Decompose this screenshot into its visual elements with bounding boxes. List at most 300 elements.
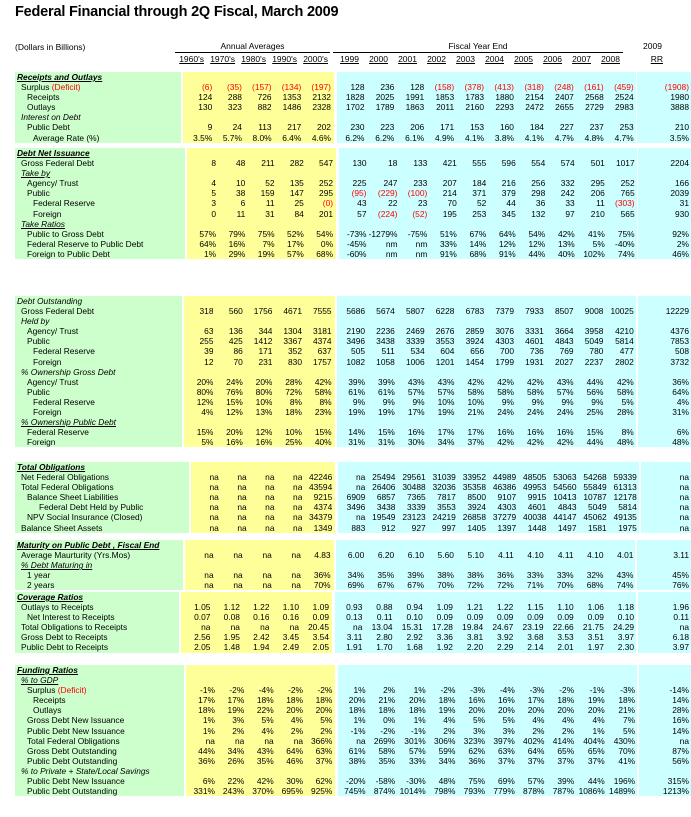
fiscal-cell [487,665,517,675]
fiscal-cell: 26406 [367,482,397,492]
fiscal-col-header: 2003 [456,54,475,64]
annual-cell: na [185,570,214,580]
fiscal-cell: 6.1% [396,133,426,143]
fiscal-cell [456,367,486,377]
annual-cell: na [247,492,275,502]
fiscal-cell: 1% [576,726,606,736]
fiscal-cell: -45% [339,239,369,249]
table-row [15,148,691,158]
fiscal-cell [546,367,576,377]
annual-cell: 0.16 [269,612,299,622]
fiscal-cell: (52) [399,209,429,219]
annual-cell: 366% [303,736,335,746]
fiscal-cell [486,112,516,122]
fiscal-cell [606,112,636,122]
fiscal-cell: 1% [338,715,368,725]
fiscal-cell: 1991 [396,92,426,102]
annual-cell: 202 [301,122,334,132]
annual-cell [213,316,242,326]
fiscal-cell: 1497 [548,523,578,533]
rr-cell: (1908) [637,82,691,92]
fiscal-cell: 927 [397,523,427,533]
fiscal-cell: 41% [577,229,607,239]
annual-cell: 11 [216,209,245,219]
row-label-text: Federal Reserve to Public Debt [27,238,144,249]
table-row [15,602,691,612]
annual-cell: 370% [244,786,273,796]
fiscal-cell [486,316,516,326]
fiscal-cell [605,540,635,550]
fiscal-cell: 57% [546,387,576,397]
fiscal-cell: 68% [459,249,488,259]
fiscal-cell: 227 [546,122,576,132]
fiscal-cell: 3664 [546,326,576,336]
fiscal-cell: 31039 [428,472,458,482]
fiscal-cell: 133 [399,158,429,168]
fiscal-cell: -2% [368,726,398,736]
fiscal-cell: 33% [397,756,427,766]
rr-year-header: 2009 [643,41,662,51]
fiscal-cell: 67% [459,229,488,239]
fiscal-cell [367,367,397,377]
rr-cell [639,766,691,776]
row-label-text: Take by [21,168,51,179]
fiscal-cell: 1.22 [485,602,515,612]
fiscal-cell [368,148,399,158]
fiscal-cell: 20% [457,705,487,715]
row-label [15,570,183,580]
annual-cell: 231 [243,357,273,367]
fiscal-cell: 2% [517,726,547,736]
fiscal-cell [397,665,427,675]
annual-cell [245,148,274,158]
fiscal-cell: 1489% [607,786,637,796]
fiscal-cell [364,592,394,602]
annual-cell: 3% [215,715,244,725]
annual-cell: 2.49 [269,642,299,652]
table-section [15,72,691,143]
row-label-text: Agency/ Trust [27,178,79,189]
fiscal-cell [547,148,576,158]
annual-cell: 17% [215,695,244,705]
fiscal-cell [399,148,429,158]
annual-cell: na [243,580,272,590]
fiscal-cell [339,148,369,158]
annual-cell: na [269,622,299,632]
fiscal-cell: 39% [396,570,426,580]
fiscal-cell: 19% [337,407,367,417]
fiscal-cell: 3076 [486,326,516,336]
row-label-text: Foreign to Public Debt [27,248,110,259]
annual-cell: 70% [301,580,334,590]
fiscal-cell: 42% [516,377,546,387]
annual-cell [213,367,242,377]
fiscal-cell [337,112,367,122]
annual-cell: 4671 [272,306,302,316]
annual-cell: 31 [245,209,274,219]
row-label [15,178,185,188]
table-row [15,122,691,132]
annual-cell [274,675,303,685]
annual-cell: 15% [302,427,335,437]
fiscal-cell [516,560,546,570]
fiscal-cell: 1% [397,715,427,725]
fiscal-cell [607,675,637,685]
fiscal-cell: 765 [607,188,637,198]
fiscal-cell: 1% [397,685,427,695]
annual-cell: 48 [216,158,245,168]
table-row [15,219,691,229]
fiscal-cell: 323% [457,736,487,746]
row-label-text: Receipts [33,695,66,706]
deficit-label: (Deficit) [51,82,81,93]
rr-cell: 92% [638,229,691,239]
fiscal-cell: 4601 [518,502,548,512]
fiscal-cell: 1799 [486,357,516,367]
table-row [15,92,691,102]
fiscal-cell [518,462,548,472]
rr-cell: 210 [637,122,691,132]
annual-cell: na [215,736,244,746]
table-row [15,675,691,685]
fiscal-cell: 10787 [579,492,609,502]
fiscal-cell: 61% [337,387,367,397]
rr-cell [638,417,691,427]
annual-cell: 62% [303,776,335,786]
fiscal-cell: 7365 [397,492,427,502]
fiscal-cell: 736 [516,346,546,356]
annual-cell [272,417,302,427]
fiscal-cell: 13.04 [364,622,394,632]
annual-cell: 18% [186,705,215,715]
table-row [15,462,691,472]
annual-cell [243,296,273,306]
row-label [15,612,179,622]
annual-cell [269,592,299,602]
row-label-text: Gross Federal Debt [21,158,95,169]
fiscal-cell: -40% [607,239,637,249]
annual-cell [215,766,244,776]
fiscal-cell: 49953 [518,482,548,492]
fiscal-cell: 18% [338,705,368,715]
annual-cell: -2% [274,685,303,695]
fiscal-cell [337,316,367,326]
fiscal-cell: 0.94 [395,602,425,612]
annual-cell: 36% [186,756,215,766]
annual-cell: na [185,580,214,590]
fiscal-cell: 4303 [488,502,518,512]
row-label-text: Balance Sheet Liabilities [27,492,119,503]
table-row [15,198,691,208]
table-row [15,523,691,533]
fiscal-cell: 20% [397,695,427,705]
annual-cell: na [181,622,211,632]
annual-cell: 6 [216,198,245,208]
fiscal-cell [396,540,426,550]
row-label-text: Debt Net Issuance [17,148,90,158]
fiscal-cell: 24219 [428,512,458,522]
fiscal-cell: 4.8% [576,133,606,143]
fiscal-cell: 5% [607,726,637,736]
fiscal-cell [517,665,547,675]
fiscal-cell: 2% [368,685,398,695]
fiscal-cell [576,417,606,427]
fiscal-cell [546,316,576,326]
fiscal-cell: 54268 [579,472,609,482]
fiscal-cell: (459) [606,82,636,92]
fiscal-cell: 3.36 [425,632,455,642]
table-row [15,72,691,82]
rr-cell: 12229 [638,306,691,316]
fiscal-cell: 12% [518,239,547,249]
fiscal-cell: 19.84 [455,622,485,632]
fiscal-cell: 14% [459,239,488,249]
row-label-text: Total Federal Obligations [21,482,114,493]
annual-cell: 57% [187,229,216,239]
fiscal-cell: -3% [607,685,637,695]
annual-cell: 1757 [302,357,335,367]
fiscal-cell: 1.15 [515,602,545,612]
fiscal-cell: 1863 [396,102,426,112]
table-row [15,632,691,642]
table-row [15,560,691,570]
rr-cell: 508 [638,346,691,356]
fiscal-cell: nm [399,249,429,259]
rr-cell: 2% [638,239,691,249]
table-row [15,570,691,580]
fiscal-cell [425,592,455,602]
fiscal-cell: 17% [427,427,457,437]
fiscal-cell [397,296,427,306]
fiscal-cell [576,560,606,570]
fiscal-cell: 2568 [576,92,606,102]
rr-cell [637,560,691,570]
row-label-text: Federal Debt Held by Public [39,502,144,513]
fiscal-cell: 2802 [605,357,635,367]
fiscal-cell: 501 [577,158,607,168]
fiscal-cell [429,219,458,229]
annual-cell: 34379 [302,512,335,522]
annual-cell [272,367,302,377]
rr-cell: 2039 [638,188,691,198]
fiscal-cell [339,168,369,178]
row-label [15,437,182,447]
rr-cell: na [641,512,691,522]
fiscal-cell [397,367,427,377]
annual-cell: 42246 [302,472,335,482]
fiscal-cell: 2.01 [546,642,576,652]
annual-cell: 18% [274,695,303,705]
fiscal-cell [397,675,427,685]
fiscal-cell: 28% [605,407,635,417]
deficit-label: (Deficit) [57,685,87,696]
table-row [15,367,691,377]
annual-cell: 13% [243,407,273,417]
annual-cell [216,219,245,229]
fiscal-cell: (229) [368,188,399,198]
fiscal-cell: 25% [576,407,606,417]
fiscal-cell [429,168,458,178]
fiscal-cell: 0.93 [335,602,365,612]
row-label [15,602,179,612]
fiscal-cell: (100) [399,188,429,198]
annual-cell: 7555 [302,306,335,316]
fiscal-cell [367,296,397,306]
fiscal-cell [576,367,606,377]
fiscal-cell [368,665,398,675]
annual-cell: -2% [303,685,335,695]
fiscal-cell: 8507 [546,306,576,316]
fiscal-cell: 18% [397,705,427,715]
fiscal-cell: 402% [517,736,547,746]
fiscal-cell: 6783 [456,306,486,316]
fiscal-cell [486,296,516,306]
row-label-text: Public Debt New Issuance [27,725,125,736]
table-row [15,715,691,725]
fiscal-cell [337,367,367,377]
fiscal-cell [487,675,517,685]
row-label [15,407,182,417]
rr-cell: 46% [638,249,691,259]
row-label-text: Foreign [27,437,56,448]
annual-cell: 23% [302,407,335,417]
row-label-text: Public Debt Outstanding [27,786,118,797]
annual-cell: 80% [184,387,213,397]
fiscal-cell: 24% [516,407,546,417]
fiscal-cell: 295 [577,178,607,188]
annual-cell: na [191,523,219,533]
row-label [15,560,183,570]
rr-col-header: RR [650,54,663,64]
table-row [15,612,691,622]
fiscal-cell: 2859 [456,326,486,336]
annual-cell: 16% [243,437,273,447]
fiscal-cell: 4.11 [546,550,576,560]
fiscal-cell [577,168,607,178]
annual-cell: na [186,736,215,746]
fiscal-year-end-header: Fiscal Year End [333,41,623,53]
fiscal-cell: 511 [367,346,397,356]
fiscal-cell: 12% [488,239,517,249]
fiscal-cell: 306% [428,736,458,746]
rr-cell: -14% [639,685,691,695]
rr-cell: 64% [638,387,691,397]
fiscal-cell: nm [368,249,399,259]
annual-cell: 2% [303,726,335,736]
annual-cell: na [219,492,247,502]
fiscal-cell: 17% [397,407,427,417]
fiscal-cell: 5674 [367,306,397,316]
row-label-text: Held by [21,316,50,327]
fiscal-cell: 132 [518,209,547,219]
fiscal-cell: 2.80 [364,632,394,642]
fiscal-cell: 36% [457,756,487,766]
annual-cell: na [275,472,303,482]
fiscal-cell [456,112,486,122]
annual-cell: 63 [184,326,213,336]
annual-cell: na [191,472,219,482]
fiscal-cell: -1% [397,726,427,736]
table-row [15,685,691,695]
annual-cell: 38 [216,188,245,198]
annual-cell: na [240,622,270,632]
fiscal-cell: 237 [576,122,606,132]
annual-cell: 3.45 [269,632,299,642]
annual-cell: 0.07 [181,612,211,622]
annual-cell: 19% [245,249,274,259]
fiscal-cell [396,72,426,82]
fiscal-cell [605,296,635,306]
fiscal-cell: 43% [427,377,457,387]
table-row [15,306,691,316]
fiscal-cell: 0.09 [546,612,576,622]
annual-cell [272,316,302,326]
fiscal-cell: -30% [397,776,427,786]
annual-cell: na [219,472,247,482]
fiscal-cell [607,219,637,229]
fiscal-cell: 59% [428,746,458,756]
fiscal-cell: 555 [459,158,488,168]
annual-cell [302,462,335,472]
table-row [15,249,691,259]
fiscal-cell: 5% [577,239,607,249]
row-label [15,397,182,407]
fiscal-cell: 70% [426,580,456,590]
annual-cell [302,296,335,306]
fiscal-cell: 57% [397,746,427,756]
fiscal-cell [338,665,368,675]
fiscal-cell: 42% [486,377,516,387]
rr-cell: na [641,472,691,482]
annual-cell [240,592,270,602]
fiscal-cell: 43 [339,198,369,208]
annual-cell: (6) [183,82,213,92]
fiscal-cell: 31% [337,437,367,447]
annual-cell [272,296,302,306]
annual-cell: 64% [274,746,303,756]
fiscal-cell [546,540,576,550]
rr-cell: 14% [639,726,691,736]
fiscal-cell [338,675,368,685]
table-row [15,296,691,306]
annual-cell: 1% [186,726,215,736]
fiscal-cell: 3339 [397,336,427,346]
annual-cell: 130 [183,102,213,112]
annual-cell: 43594 [302,482,335,492]
annual-cell: 4% [184,407,213,417]
row-label-text: Funding Ratios [17,665,78,675]
fiscal-cell: 216 [488,178,517,188]
annual-cell: 1% [186,715,215,725]
row-label [15,685,184,695]
row-label-text: Federal Reserve [33,396,95,407]
annual-cell: 15% [184,427,213,437]
row-label-text: % to Private + State/Local Savings [21,765,150,776]
annual-cell: 830 [272,357,302,367]
row-label [15,726,184,736]
fiscal-cell: 1828 [337,92,367,102]
annual-cell: 22% [215,776,244,786]
fiscal-cell: 6909 [338,492,368,502]
row-label [15,665,184,675]
row-label-text: Federal Reserve [33,198,95,209]
fiscal-cell: 44% [518,249,547,259]
annual-cell: 136 [213,326,242,336]
fiscal-cell: 74% [607,249,637,259]
fiscal-cell: 9% [546,397,576,407]
fiscal-cell: -1% [338,726,368,736]
fiscal-cell: 61% [338,746,368,756]
